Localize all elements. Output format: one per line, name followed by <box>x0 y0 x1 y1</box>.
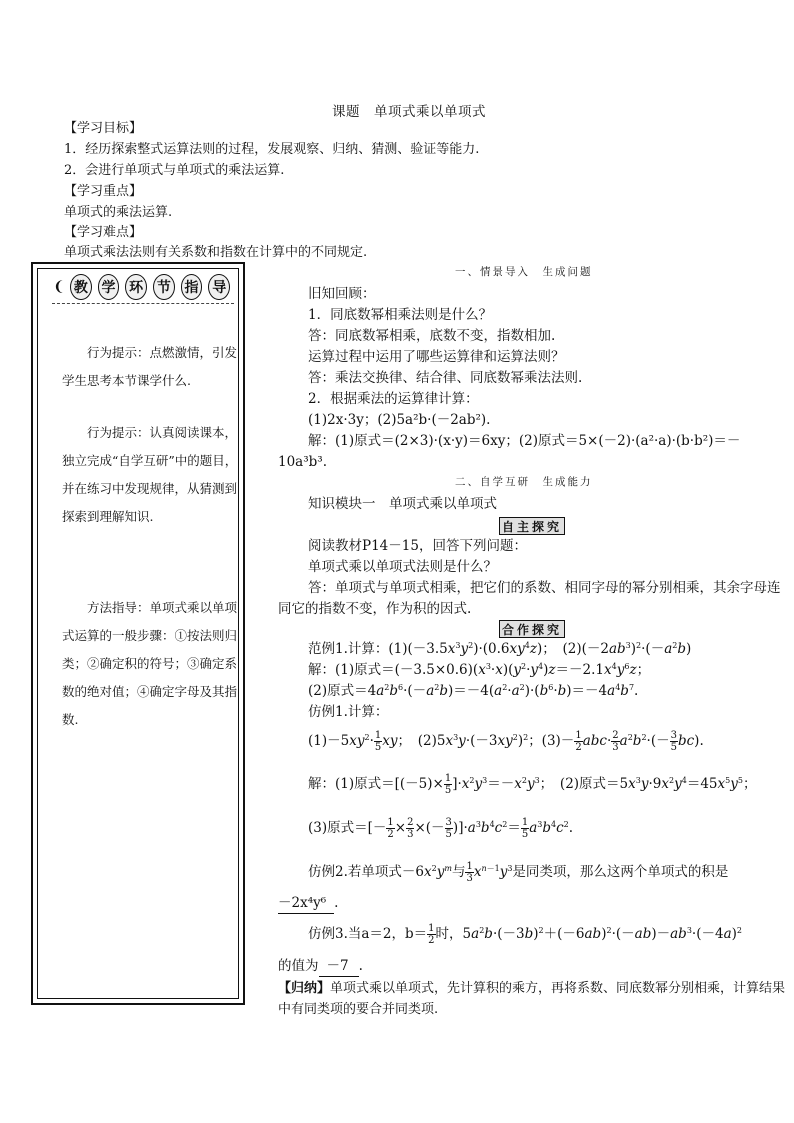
summary-text: 单项式乘以单项式，先计算积的乘方，再将系数、同底数幂分别相乘，计算结果中有同类项的要合并同类项. <box>278 981 786 1017</box>
example1-solution-2: (2)原式$=4a^2b^6\cdot(-a^2b)=-4(a^2\cdot a^2)\cdot(b^6\cdot b)=-4a^4b^7$. <box>308 683 639 699</box>
banner-char: 导 <box>208 274 230 300</box>
try1-label: 仿例1.计算： <box>308 704 389 720</box>
try3-value-label: 的值为 <box>278 958 319 974</box>
sidebar-tip-3: 方法指导：单项式乘以单项式运算的一般步骤：①按法则归类；②确定积的符号；③确定系数的绝对值；④确定字母及其指数. <box>62 600 238 727</box>
keypoint-text: 单项式的乘法运算. <box>64 205 173 220</box>
sidebar-tip-1: 行为提示：点燃激情，引发学生思考本节课学什么. <box>62 345 238 388</box>
objectives-heading: 【学习目标】 <box>64 121 143 136</box>
review-q1b: 运算过程中运用了哪些运算律和运算法则？ <box>308 349 565 365</box>
review-q2-expr: (1)2x·3y；(2)5a²b·(－2ab²). <box>308 412 491 428</box>
keypoint-heading: 【学习重点】 <box>64 184 143 199</box>
review-a1b: 答：乘法交换律、结合律、同底数幂乘法法则. <box>308 370 583 386</box>
try3-prefix: 仿例3.当a＝2，b＝ <box>308 926 428 942</box>
sidebar-tip-2: 行为提示：认真阅读课本，独立完成“自学互研”中的题目，并在练习中发现规律，从猜测到探索到理解知识. <box>62 425 238 524</box>
cooperation-tag: 合作探究 <box>499 620 565 638</box>
read-instruction: 阅读教材P14－15，回答下列问题： <box>308 538 527 554</box>
try3-line: 仿例3.当a＝2，b＝ $\frac{1}{2}$ 时，$5a^2b\cdot(-3b)^2+(-6ab)^2\cdot(-ab)-ab^3\cdot(-4a)^2$ <box>308 923 743 946</box>
section1-heading: 一、情景导入 生成问题 <box>455 266 593 278</box>
try2-answer: －2x⁴y⁶ <box>278 893 334 914</box>
try2-prefix: 仿例2.若单项式 <box>308 864 402 880</box>
banner-char: 学 <box>98 274 120 300</box>
review-solution: 解：(1)原式＝(2×3)·(x·y)＝6xy；(2)原式＝5×(－2)·(a²·a)·(b·b²)＝－ <box>308 433 741 449</box>
review-label: 旧知回顾： <box>308 286 376 302</box>
banner-char: 指 <box>181 274 203 300</box>
summary-block <box>278 978 786 1020</box>
try2-answer-line: －2x⁴y⁶ . <box>278 893 338 914</box>
banner-char: 教 <box>70 274 92 300</box>
example1-solution-1: 解：(1)原式$=(-3.5\times 0.6)(x^3\cdot x)(y^2\cdot y^4)z=-2.1x^4y^6z$； <box>308 662 651 678</box>
banner-char: 环 <box>125 274 147 300</box>
page-title: 课题 单项式乘以单项式 <box>332 104 486 120</box>
try1-problems: $(1)-5xy^2\cdot$ $\frac{1}{5}$ xy； $(2)5x^3y\cdot(-3xy^2)^2$；(3)－ $\frac{1}{2}$ abc· $\frac{2}{3}$ $a^2b^2\cdot(-$ $\frac{3}{5}$ bc). <box>308 730 704 753</box>
banner-left-bracket: ❨ <box>53 279 65 295</box>
objective-item-1: 1．经历探索整式运算法则的过程，发展观察、归纳、猜测、验证等能力. <box>64 142 480 157</box>
difficulty-heading: 【学习难点】 <box>64 225 143 240</box>
banner-divider <box>52 303 234 304</box>
try2-line: 仿例2.若单项式$-6x^2y^m$与 $\frac{1}{3}$ $x^{n-1}y^3$是同类项，那么这两个单项式的积是 <box>308 861 729 884</box>
self-study-tag: 自主探究 <box>499 517 565 535</box>
review-a1: 答：同底数幂相乘，底数不变，指数相加. <box>308 328 556 344</box>
review-solution-tail: 10a³b³. <box>278 454 327 470</box>
sidebar-banner <box>54 274 230 300</box>
example1-label: 范例1.计算： <box>308 641 389 657</box>
try1-solution-3: (3)原式＝[－ $\frac{1}{2}$ × $\frac{2}{3}$ ×(－ $\frac{3}{5}$ )]$\cdot a^3b^4c^2=$ $\frac{1}{5}$ $a^3b^4c^2$. <box>308 817 574 840</box>
try3-value-line: 的值为 －7 . <box>278 956 363 977</box>
difficulty-text: 单项式乘法法则有关系数和指数在计算中的不同规定. <box>64 245 368 260</box>
try3-answer: －7 <box>319 956 359 977</box>
module-title: 知识模块一 单项式乘以单项式 <box>308 496 497 512</box>
example1-line: 范例1.计算：$(1)(-3.5x^3y^2)\cdot(0.6xy^4z)$； $(2)(-2ab^3)^2\cdot(-a^2b)$ <box>308 641 692 657</box>
sidebar-inner-frame <box>37 268 239 999</box>
try2-mid: 是同类项，那么这两个单项式的积是 <box>512 864 729 880</box>
rule-answer: 答：单项式与单项式相乘，把它们的系数、相同字母的幂分别相乘，其余字母连同它的指数不变，作为积的因式. <box>278 580 781 617</box>
sidebar-guide-box <box>31 262 245 1005</box>
try1-solution-1: 解：(1)原式＝[(－5)× $\frac{1}{5}$ ]$\cdot x^2y^3=-x^2y^3$； (2)原式$=5x^3y\cdot 9x^2y^4=45x^5y^5$； <box>308 773 757 796</box>
rule-question: 单项式乘以单项式法则是什么？ <box>308 559 497 575</box>
review-q2: 2．根据乘法的运算律计算： <box>308 391 479 407</box>
review-q1: 1．同底数幂相乘法则是什么？ <box>308 307 493 323</box>
banner-char: 节 <box>153 274 175 300</box>
example1-sol-label: 解： <box>308 662 335 678</box>
summary-label: 【归纳】 <box>278 981 331 996</box>
objective-item-2: 2．会进行单项式与单项式的乘法运算. <box>64 163 285 178</box>
section2-heading: 二、自学互研 生成能力 <box>455 476 593 488</box>
try3-mid: 时， <box>435 926 463 942</box>
